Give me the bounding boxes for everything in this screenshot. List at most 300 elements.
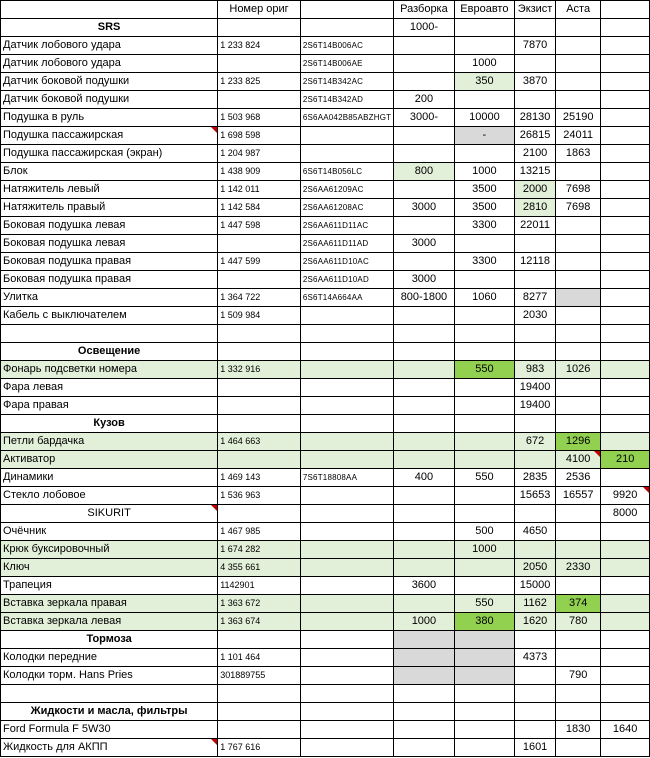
cell-extra[interactable] <box>601 523 650 541</box>
cell-exist[interactable] <box>515 145 556 163</box>
cell-orig[interactable] <box>218 613 301 631</box>
cell-exist[interactable] <box>515 721 556 739</box>
cell-razborka[interactable] <box>394 433 454 451</box>
header-extra[interactable] <box>601 1 650 19</box>
cell-orig[interactable] <box>218 415 301 433</box>
cell-orig[interactable] <box>218 577 301 595</box>
cell-partno[interactable] <box>300 19 393 37</box>
cell-extra[interactable] <box>601 343 650 361</box>
cell-extra[interactable] <box>601 289 650 307</box>
cell-name[interactable] <box>1 109 218 127</box>
cell-evroavto[interactable] <box>454 91 514 109</box>
cell-asta[interactable] <box>556 289 601 307</box>
cell-exist[interactable] <box>515 469 556 487</box>
cell-orig[interactable] <box>218 397 301 415</box>
cell-orig[interactable] <box>218 163 301 181</box>
cell-evroavto[interactable] <box>454 595 514 613</box>
cell-orig[interactable] <box>218 19 301 37</box>
cell-asta[interactable] <box>556 91 601 109</box>
cell-exist[interactable] <box>515 91 556 109</box>
cell-orig[interactable] <box>218 451 301 469</box>
cell-exist[interactable] <box>515 343 556 361</box>
header-asta[interactable]: Аста <box>556 1 601 19</box>
cell-evroavto[interactable] <box>454 37 514 55</box>
cell-orig[interactable] <box>218 361 301 379</box>
cell-asta[interactable] <box>556 649 601 667</box>
cell-partno[interactable] <box>300 541 393 559</box>
cell-orig[interactable] <box>218 55 301 73</box>
cell-name[interactable] <box>1 181 218 199</box>
cell-extra[interactable] <box>601 109 650 127</box>
cell-orig[interactable] <box>218 667 301 685</box>
cell-partno[interactable] <box>300 253 393 271</box>
cell-orig[interactable] <box>218 307 301 325</box>
cell-extra[interactable] <box>601 163 650 181</box>
cell-extra[interactable] <box>601 451 650 469</box>
cell-extra[interactable] <box>601 487 650 505</box>
cell-partno[interactable] <box>300 433 393 451</box>
cell-name[interactable] <box>1 343 218 361</box>
cell-partno[interactable] <box>300 109 393 127</box>
cell-exist[interactable] <box>515 577 556 595</box>
cell-partno[interactable] <box>300 55 393 73</box>
cell-partno[interactable] <box>300 451 393 469</box>
header-razborka[interactable]: Разборка <box>394 1 454 19</box>
cell-asta[interactable] <box>556 487 601 505</box>
cell-orig[interactable] <box>218 721 301 739</box>
cell-extra[interactable] <box>601 199 650 217</box>
cell-evroavto[interactable] <box>454 487 514 505</box>
cell-exist[interactable] <box>515 55 556 73</box>
cell-asta[interactable] <box>556 415 601 433</box>
cell-extra[interactable] <box>601 721 650 739</box>
cell-exist[interactable] <box>515 253 556 271</box>
cell-razborka[interactable] <box>394 361 454 379</box>
cell-orig[interactable] <box>218 109 301 127</box>
cell-asta[interactable] <box>556 469 601 487</box>
cell-asta[interactable] <box>556 433 601 451</box>
cell-extra[interactable] <box>601 703 650 721</box>
cell-razborka[interactable] <box>394 487 454 505</box>
cell-name[interactable] <box>1 289 218 307</box>
cell-razborka[interactable] <box>394 685 454 703</box>
cell-orig[interactable] <box>218 253 301 271</box>
cell-partno[interactable] <box>300 271 393 289</box>
cell-evroavto[interactable] <box>454 163 514 181</box>
cell-razborka[interactable] <box>394 415 454 433</box>
cell-evroavto[interactable] <box>454 181 514 199</box>
cell-razborka[interactable] <box>394 631 454 649</box>
cell-razborka[interactable] <box>394 469 454 487</box>
cell-razborka[interactable] <box>394 577 454 595</box>
cell-orig[interactable] <box>218 703 301 721</box>
cell-extra[interactable] <box>601 505 650 523</box>
cell-name[interactable] <box>1 577 218 595</box>
cell-exist[interactable] <box>515 613 556 631</box>
cell-exist[interactable] <box>515 595 556 613</box>
header-evroavto[interactable]: Евроавто <box>454 1 514 19</box>
cell-asta[interactable] <box>556 307 601 325</box>
cell-asta[interactable] <box>556 739 601 757</box>
cell-partno[interactable] <box>300 469 393 487</box>
cell-razborka[interactable] <box>394 325 454 343</box>
cell-extra[interactable] <box>601 469 650 487</box>
cell-name[interactable] <box>1 217 218 235</box>
cell-extra[interactable] <box>601 19 650 37</box>
cell-evroavto[interactable] <box>454 649 514 667</box>
header-partno[interactable] <box>300 1 393 19</box>
cell-asta[interactable] <box>556 523 601 541</box>
cell-evroavto[interactable] <box>454 721 514 739</box>
cell-razborka[interactable] <box>394 667 454 685</box>
cell-asta[interactable] <box>556 397 601 415</box>
cell-name[interactable] <box>1 487 218 505</box>
header-name[interactable] <box>1 1 218 19</box>
cell-exist[interactable] <box>515 379 556 397</box>
cell-partno[interactable] <box>300 325 393 343</box>
cell-orig[interactable] <box>218 631 301 649</box>
cell-partno[interactable] <box>300 631 393 649</box>
cell-razborka[interactable] <box>394 235 454 253</box>
cell-razborka[interactable] <box>394 721 454 739</box>
cell-asta[interactable] <box>556 199 601 217</box>
cell-exist[interactable] <box>515 667 556 685</box>
cell-name[interactable] <box>1 19 218 37</box>
cell-razborka[interactable] <box>394 541 454 559</box>
cell-evroavto[interactable] <box>454 577 514 595</box>
cell-asta[interactable] <box>556 631 601 649</box>
cell-name[interactable] <box>1 613 218 631</box>
cell-partno[interactable] <box>300 613 393 631</box>
cell-exist[interactable] <box>515 19 556 37</box>
cell-extra[interactable] <box>601 325 650 343</box>
cell-asta[interactable] <box>556 271 601 289</box>
cell-name[interactable] <box>1 91 218 109</box>
cell-orig[interactable] <box>218 541 301 559</box>
cell-name[interactable] <box>1 505 218 523</box>
cell-evroavto[interactable] <box>454 307 514 325</box>
cell-evroavto[interactable] <box>454 109 514 127</box>
cell-razborka[interactable] <box>394 73 454 91</box>
cell-evroavto[interactable] <box>454 235 514 253</box>
cell-extra[interactable] <box>601 559 650 577</box>
cell-name[interactable] <box>1 631 218 649</box>
cell-extra[interactable] <box>601 667 650 685</box>
cell-name[interactable] <box>1 37 218 55</box>
cell-partno[interactable] <box>300 379 393 397</box>
cell-partno[interactable] <box>300 505 393 523</box>
header-orig[interactable]: Номер ориг <box>218 1 301 19</box>
cell-extra[interactable] <box>601 271 650 289</box>
cell-razborka[interactable] <box>394 19 454 37</box>
cell-name[interactable] <box>1 55 218 73</box>
cell-partno[interactable] <box>300 199 393 217</box>
cell-exist[interactable] <box>515 523 556 541</box>
cell-partno[interactable] <box>300 703 393 721</box>
cell-extra[interactable] <box>601 91 650 109</box>
cell-partno[interactable] <box>300 721 393 739</box>
cell-asta[interactable] <box>556 73 601 91</box>
cell-evroavto[interactable] <box>454 469 514 487</box>
cell-name[interactable] <box>1 649 218 667</box>
cell-name[interactable] <box>1 469 218 487</box>
cell-extra[interactable] <box>601 577 650 595</box>
cell-partno[interactable] <box>300 217 393 235</box>
cell-asta[interactable] <box>556 253 601 271</box>
cell-asta[interactable] <box>556 361 601 379</box>
cell-extra[interactable] <box>601 541 650 559</box>
cell-name[interactable] <box>1 667 218 685</box>
cell-partno[interactable] <box>300 649 393 667</box>
cell-extra[interactable] <box>601 685 650 703</box>
cell-razborka[interactable] <box>394 649 454 667</box>
cell-asta[interactable] <box>556 667 601 685</box>
cell-asta[interactable] <box>556 37 601 55</box>
cell-orig[interactable] <box>218 739 301 757</box>
cell-orig[interactable] <box>218 469 301 487</box>
cell-partno[interactable] <box>300 667 393 685</box>
cell-razborka[interactable] <box>394 595 454 613</box>
cell-evroavto[interactable] <box>454 55 514 73</box>
cell-asta[interactable] <box>556 19 601 37</box>
cell-razborka[interactable] <box>394 379 454 397</box>
cell-name[interactable] <box>1 433 218 451</box>
cell-name[interactable] <box>1 235 218 253</box>
cell-extra[interactable] <box>601 613 650 631</box>
cell-evroavto[interactable] <box>454 505 514 523</box>
cell-orig[interactable] <box>218 181 301 199</box>
cell-exist[interactable] <box>515 235 556 253</box>
cell-name[interactable] <box>1 163 218 181</box>
cell-extra[interactable] <box>601 235 650 253</box>
cell-asta[interactable] <box>556 181 601 199</box>
cell-extra[interactable] <box>601 307 650 325</box>
cell-orig[interactable] <box>218 505 301 523</box>
cell-name[interactable] <box>1 703 218 721</box>
cell-razborka[interactable] <box>394 253 454 271</box>
cell-orig[interactable] <box>218 217 301 235</box>
cell-extra[interactable] <box>601 739 650 757</box>
cell-asta[interactable] <box>556 703 601 721</box>
cell-orig[interactable] <box>218 145 301 163</box>
cell-exist[interactable] <box>515 703 556 721</box>
cell-name[interactable] <box>1 721 218 739</box>
cell-name[interactable] <box>1 415 218 433</box>
cell-evroavto[interactable] <box>454 73 514 91</box>
cell-orig[interactable] <box>218 37 301 55</box>
cell-orig[interactable] <box>218 235 301 253</box>
cell-razborka[interactable] <box>394 37 454 55</box>
cell-razborka[interactable] <box>394 181 454 199</box>
cell-extra[interactable] <box>601 181 650 199</box>
cell-orig[interactable] <box>218 523 301 541</box>
cell-exist[interactable] <box>515 73 556 91</box>
cell-partno[interactable] <box>300 307 393 325</box>
cell-partno[interactable] <box>300 577 393 595</box>
cell-evroavto[interactable] <box>454 685 514 703</box>
cell-orig[interactable] <box>218 559 301 577</box>
cell-exist[interactable] <box>515 217 556 235</box>
cell-razborka[interactable] <box>394 703 454 721</box>
cell-exist[interactable] <box>515 541 556 559</box>
cell-razborka[interactable] <box>394 145 454 163</box>
cell-razborka[interactable] <box>394 523 454 541</box>
cell-partno[interactable] <box>300 37 393 55</box>
cell-partno[interactable] <box>300 343 393 361</box>
cell-asta[interactable] <box>556 325 601 343</box>
cell-extra[interactable] <box>601 217 650 235</box>
cell-evroavto[interactable] <box>454 199 514 217</box>
cell-extra[interactable] <box>601 73 650 91</box>
cell-asta[interactable] <box>556 559 601 577</box>
cell-exist[interactable] <box>515 451 556 469</box>
cell-orig[interactable] <box>218 73 301 91</box>
cell-evroavto[interactable] <box>454 361 514 379</box>
cell-exist[interactable] <box>515 505 556 523</box>
cell-asta[interactable] <box>556 721 601 739</box>
cell-razborka[interactable] <box>394 307 454 325</box>
cell-asta[interactable] <box>556 145 601 163</box>
cell-partno[interactable] <box>300 685 393 703</box>
cell-exist[interactable] <box>515 631 556 649</box>
cell-asta[interactable] <box>556 613 601 631</box>
cell-asta[interactable] <box>556 55 601 73</box>
cell-orig[interactable] <box>218 487 301 505</box>
cell-asta[interactable] <box>556 379 601 397</box>
cell-asta[interactable] <box>556 541 601 559</box>
cell-asta[interactable] <box>556 685 601 703</box>
cell-razborka[interactable] <box>394 451 454 469</box>
cell-name[interactable] <box>1 595 218 613</box>
cell-exist[interactable] <box>515 307 556 325</box>
cell-asta[interactable] <box>556 109 601 127</box>
cell-asta[interactable] <box>556 451 601 469</box>
cell-orig[interactable] <box>218 199 301 217</box>
cell-evroavto[interactable] <box>454 703 514 721</box>
cell-evroavto[interactable] <box>454 397 514 415</box>
cell-exist[interactable] <box>515 685 556 703</box>
cell-partno[interactable] <box>300 289 393 307</box>
cell-partno[interactable] <box>300 415 393 433</box>
cell-exist[interactable] <box>515 487 556 505</box>
cell-evroavto[interactable] <box>454 343 514 361</box>
cell-extra[interactable] <box>601 397 650 415</box>
cell-exist[interactable] <box>515 37 556 55</box>
cell-partno[interactable] <box>300 487 393 505</box>
cell-orig[interactable] <box>218 325 301 343</box>
cell-evroavto[interactable] <box>454 127 514 145</box>
cell-asta[interactable] <box>556 577 601 595</box>
cell-extra[interactable] <box>601 415 650 433</box>
cell-name[interactable] <box>1 523 218 541</box>
cell-extra[interactable] <box>601 55 650 73</box>
cell-evroavto[interactable] <box>454 451 514 469</box>
cell-razborka[interactable] <box>394 271 454 289</box>
cell-partno[interactable] <box>300 91 393 109</box>
cell-exist[interactable] <box>515 433 556 451</box>
cell-exist[interactable] <box>515 181 556 199</box>
cell-evroavto[interactable] <box>454 289 514 307</box>
cell-name[interactable] <box>1 541 218 559</box>
cell-exist[interactable] <box>515 361 556 379</box>
cell-evroavto[interactable] <box>454 217 514 235</box>
cell-orig[interactable] <box>218 91 301 109</box>
cell-name[interactable] <box>1 685 218 703</box>
cell-evroavto[interactable] <box>454 379 514 397</box>
cell-exist[interactable] <box>515 559 556 577</box>
cell-orig[interactable] <box>218 685 301 703</box>
cell-partno[interactable] <box>300 595 393 613</box>
cell-exist[interactable] <box>515 163 556 181</box>
cell-evroavto[interactable] <box>454 415 514 433</box>
cell-razborka[interactable] <box>394 217 454 235</box>
cell-partno[interactable] <box>300 523 393 541</box>
cell-razborka[interactable] <box>394 397 454 415</box>
cell-extra[interactable] <box>601 145 650 163</box>
cell-partno[interactable] <box>300 73 393 91</box>
cell-partno[interactable] <box>300 235 393 253</box>
cell-name[interactable] <box>1 145 218 163</box>
cell-asta[interactable] <box>556 217 601 235</box>
cell-partno[interactable] <box>300 559 393 577</box>
cell-razborka[interactable] <box>394 613 454 631</box>
cell-exist[interactable] <box>515 739 556 757</box>
cell-asta[interactable] <box>556 163 601 181</box>
cell-asta[interactable] <box>556 343 601 361</box>
cell-asta[interactable] <box>556 505 601 523</box>
cell-razborka[interactable] <box>394 559 454 577</box>
cell-asta[interactable] <box>556 235 601 253</box>
cell-orig[interactable] <box>218 649 301 667</box>
cell-extra[interactable] <box>601 631 650 649</box>
cell-name[interactable] <box>1 325 218 343</box>
cell-evroavto[interactable] <box>454 433 514 451</box>
cell-exist[interactable] <box>515 289 556 307</box>
cell-razborka[interactable] <box>394 163 454 181</box>
cell-evroavto[interactable] <box>454 325 514 343</box>
cell-evroavto[interactable] <box>454 613 514 631</box>
cell-razborka[interactable] <box>394 109 454 127</box>
cell-orig[interactable] <box>218 379 301 397</box>
cell-name[interactable] <box>1 307 218 325</box>
cell-partno[interactable] <box>300 361 393 379</box>
cell-exist[interactable] <box>515 325 556 343</box>
cell-extra[interactable] <box>601 433 650 451</box>
cell-evroavto[interactable] <box>454 271 514 289</box>
cell-orig[interactable] <box>218 289 301 307</box>
cell-name[interactable] <box>1 739 218 757</box>
cell-exist[interactable] <box>515 415 556 433</box>
cell-razborka[interactable] <box>394 505 454 523</box>
cell-extra[interactable] <box>601 649 650 667</box>
cell-extra[interactable] <box>601 253 650 271</box>
cell-exist[interactable] <box>515 271 556 289</box>
cell-razborka[interactable] <box>394 739 454 757</box>
cell-razborka[interactable] <box>394 289 454 307</box>
cell-razborka[interactable] <box>394 199 454 217</box>
cell-orig[interactable] <box>218 343 301 361</box>
cell-name[interactable] <box>1 73 218 91</box>
cell-name[interactable] <box>1 397 218 415</box>
cell-name[interactable] <box>1 199 218 217</box>
cell-name[interactable] <box>1 379 218 397</box>
cell-exist[interactable] <box>515 649 556 667</box>
cell-evroavto[interactable] <box>454 631 514 649</box>
cell-partno[interactable] <box>300 127 393 145</box>
cell-partno[interactable] <box>300 145 393 163</box>
cell-orig[interactable] <box>218 433 301 451</box>
cell-evroavto[interactable] <box>454 559 514 577</box>
